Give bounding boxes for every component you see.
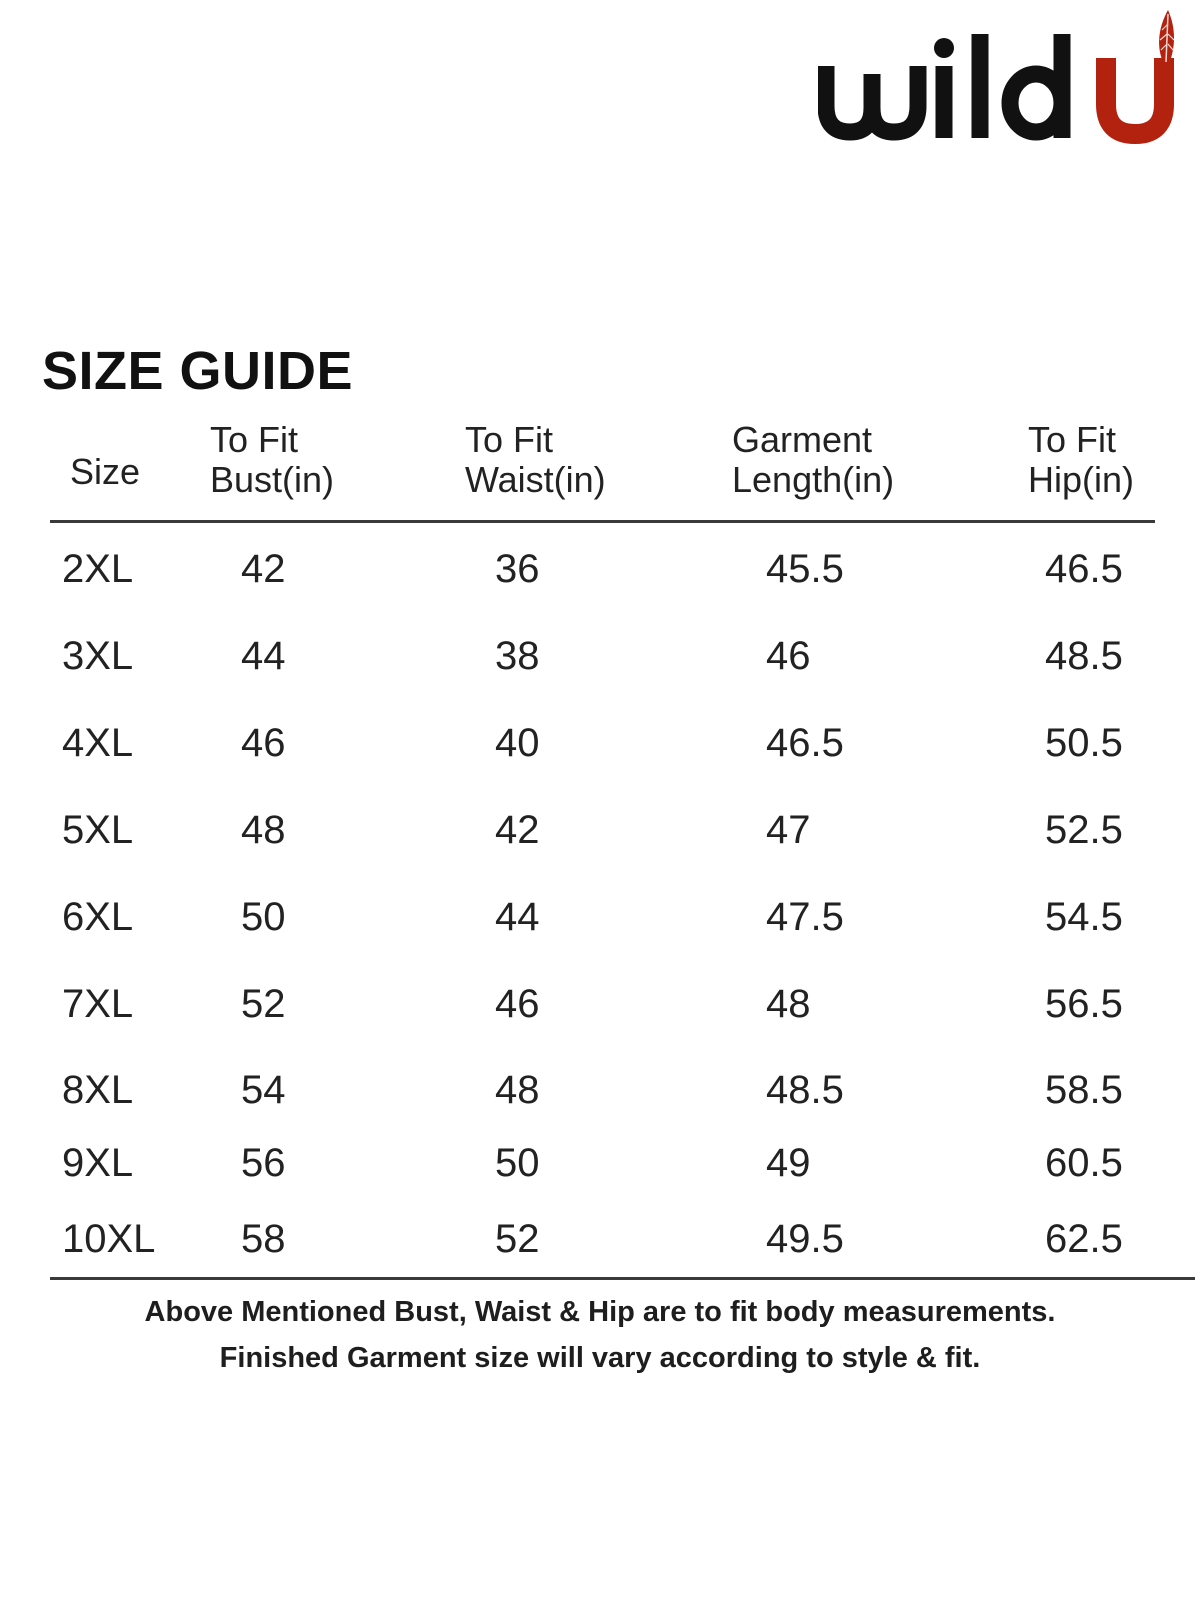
waist-cell: 50 [495,1141,540,1185]
bust-cell: 44 [241,634,286,678]
table-row [0,539,1200,599]
waist-cell: 44 [495,895,540,939]
length-cell: 46 [766,634,811,678]
size-cell: 3XL [62,634,134,678]
column-header-length-line1: Garment [732,419,873,460]
column-header-bust-line2: Bust(in) [210,459,335,500]
column-header-waist-line1: To Fit [465,419,554,460]
column-header-size-label: Size [70,451,141,492]
size-cell: 2XL [62,547,134,591]
length-cell: 47 [766,808,811,852]
table-row [0,1060,1200,1120]
waist-cell: 46 [495,982,540,1026]
page-title: SIZE GUIDE [42,341,354,401]
waist-cell: 52 [495,1217,540,1261]
hip-cell: 52.5 [1045,808,1123,852]
length-cell: 47.5 [766,895,844,939]
hip-cell: 46.5 [1045,547,1123,591]
table-row [0,974,1200,1034]
waist-cell: 48 [495,1068,540,1112]
size-cell: 9XL [62,1141,134,1185]
size-cell: 4XL [62,721,134,765]
size-cell: 7XL [62,982,134,1026]
size-cell: 8XL [62,1068,134,1112]
table-row [0,887,1200,947]
waist-cell: 36 [495,547,540,591]
waist-cell: 38 [495,634,540,678]
bust-cell: 48 [241,808,286,852]
hip-cell: 50.5 [1045,721,1123,765]
table-row [0,1133,1200,1193]
hip-cell: 58.5 [1045,1068,1123,1112]
length-cell: 48 [766,982,811,1026]
bust-cell: 52 [241,982,286,1026]
column-header-hip-line2: Hip(in) [1028,459,1135,500]
table-row [0,626,1200,686]
footnote-fit: Above Mentioned Bust, Waist & Hip are to fit body measurements. [144,1296,1056,1328]
length-cell: 49.5 [766,1217,844,1261]
hip-cell: 56.5 [1045,982,1123,1026]
column-header-waist-line2: Waist(in) [465,459,606,500]
bust-cell: 58 [241,1217,286,1261]
bust-cell: 54 [241,1068,286,1112]
column-header-length-line2: Length(in) [732,459,895,500]
length-cell: 45.5 [766,547,844,591]
waist-cell: 42 [495,808,540,852]
waist-cell: 40 [495,721,540,765]
length-cell: 46.5 [766,721,844,765]
footnote-garment: Finished Garment size will vary according to style & fit. [219,1342,981,1374]
hip-cell: 62.5 [1045,1217,1123,1261]
footer-divider [50,1277,1195,1280]
table-row [0,800,1200,860]
hip-cell: 54.5 [1045,895,1123,939]
size-cell: 6XL [62,895,134,939]
size-cell: 10XL [62,1217,156,1261]
column-header-bust-line1: To Fit [210,419,299,460]
size-cell: 5XL [62,808,134,852]
hip-cell: 48.5 [1045,634,1123,678]
table-row [0,713,1200,773]
bust-cell: 50 [241,895,286,939]
column-header-hip-line1: To Fit [1028,419,1117,460]
bust-cell: 56 [241,1141,286,1185]
length-cell: 49 [766,1141,811,1185]
bust-cell: 46 [241,721,286,765]
bust-cell: 42 [241,547,286,591]
hip-cell: 60.5 [1045,1141,1123,1185]
table-row [0,1209,1200,1269]
length-cell: 48.5 [766,1068,844,1112]
